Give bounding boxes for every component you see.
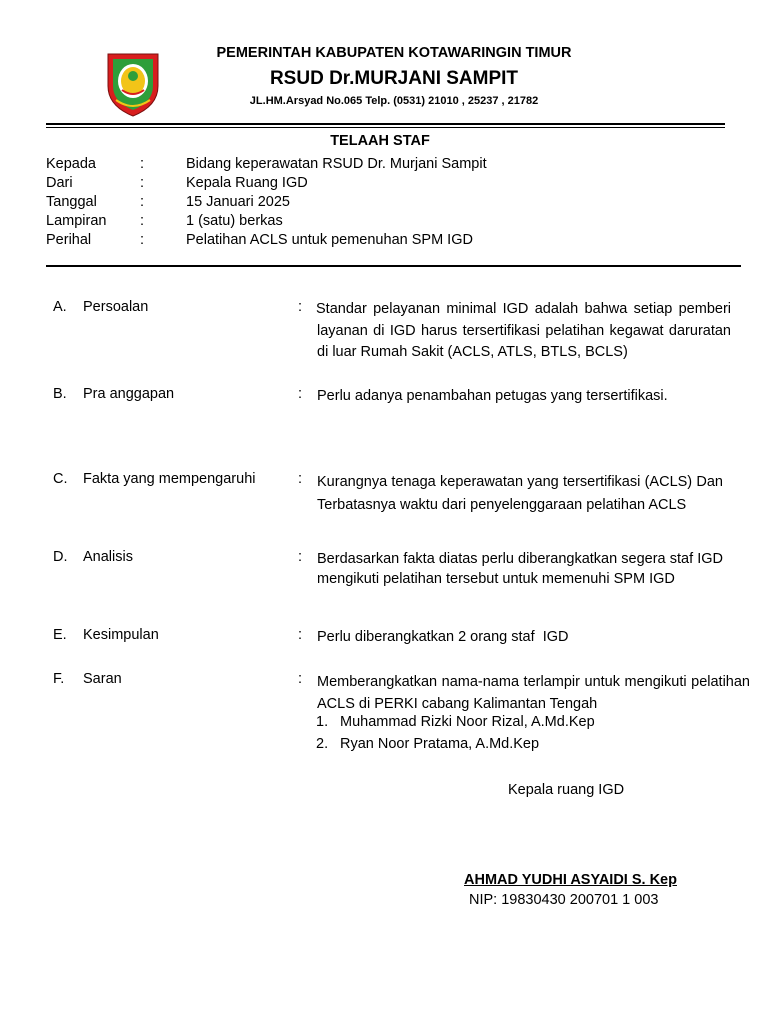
meta-value: Kepala Ruang IGD bbox=[186, 175, 308, 191]
section-label: Analisis bbox=[83, 549, 133, 565]
meta-divider bbox=[46, 265, 741, 267]
section-letter: F. bbox=[53, 671, 65, 687]
signature-nip: NIP: 19830430 200701 1 003 bbox=[469, 892, 659, 908]
meta-label: Lampiran bbox=[46, 213, 107, 229]
section-label: Pra anggapan bbox=[83, 386, 175, 402]
meta-label: Perihal bbox=[46, 232, 92, 248]
meta-value: Bidang keperawatan RSUD Dr. Murjani Sampit bbox=[186, 156, 487, 172]
nominee-name: Muhammad Rizki Noor Rizal, A.Md.Kep bbox=[340, 714, 595, 730]
section-letter: B. bbox=[53, 386, 67, 402]
section-letter: A. bbox=[53, 299, 67, 315]
meta-colon: : bbox=[140, 232, 145, 248]
section-label: Persoalan bbox=[83, 299, 149, 315]
section-text: Memberangkatkan nama-nama terlampir untuk mengikuti pelatihan ACLS di PERKI cabang Kalimantan Tengah bbox=[317, 674, 750, 712]
section-letter: C. bbox=[53, 471, 68, 487]
list-number: 1. bbox=[316, 714, 329, 730]
section-text: Berdasarkan fakta diatas perlu diberangkatkan segera staf IGD mengikuti pelatihan tersebut untuk memenuhi SPM IGD bbox=[317, 551, 723, 587]
letterhead-rule-thick bbox=[46, 123, 725, 125]
section-colon: : bbox=[298, 299, 303, 315]
list-number: 2. bbox=[316, 736, 329, 752]
meta-label: Kepada bbox=[46, 156, 96, 172]
signature-name: AHMAD YUDHI ASYAIDI S. Kep bbox=[464, 872, 677, 888]
meta-value: Pelatihan ACLS untuk pemenuhan SPM IGD bbox=[186, 232, 473, 248]
hospital-address: JL.HM.Arsyad No.065 Telp. (0531) 21010 , 25237 , 21782 bbox=[249, 95, 539, 107]
section-text: Perlu diberangkatkan 2 orang staf IGD bbox=[317, 629, 569, 645]
section-label: Saran bbox=[83, 671, 122, 687]
letterhead-rule-thin bbox=[46, 127, 725, 128]
nominee-name: Ryan Noor Pratama, A.Md.Kep bbox=[340, 736, 540, 752]
section-text: Kurangnya tenaga keperawatan yang tersertifikasi (ACLS) Dan Terbatasnya waktu dari penyelenggaraan pelatihan ACLS bbox=[317, 474, 723, 513]
section-label: Fakta yang mempengaruhi bbox=[83, 471, 256, 487]
section-text: Perlu adanya penambahan petugas yang tersertifikasi. bbox=[317, 388, 668, 404]
section-letter: E. bbox=[53, 627, 67, 643]
section-colon: : bbox=[298, 471, 303, 487]
section-colon: : bbox=[298, 627, 303, 643]
section-label: Kesimpulan bbox=[83, 627, 159, 643]
section-letter: D. bbox=[53, 549, 68, 565]
document-title: TELAAH STAF bbox=[330, 133, 430, 149]
meta-colon: : bbox=[140, 213, 145, 229]
hospital-name: RSUD Dr.MURJANI SAMPIT bbox=[269, 68, 519, 89]
signature-title: Kepala ruang IGD bbox=[508, 782, 625, 798]
section-colon: : bbox=[298, 671, 303, 687]
meta-value: 1 (satu) berkas bbox=[186, 213, 283, 229]
meta-colon: : bbox=[140, 194, 145, 210]
meta-colon: : bbox=[140, 175, 145, 191]
meta-value: 15 Januari 2025 bbox=[186, 194, 290, 210]
section-colon: : bbox=[298, 386, 303, 402]
meta-label: Dari bbox=[46, 175, 73, 191]
section-text: Standar pelayanan minimal IGD adalah bahwa setiap pemberi layanan di IGD harus tersertifikasi pelatihan kegawat daruratan di luar Rumah Sakit (ACLS, ATLS, BTLS, BCLS) bbox=[316, 301, 731, 360]
meta-colon: : bbox=[140, 156, 145, 172]
meta-label: Tanggal bbox=[46, 194, 97, 210]
government-name: PEMERINTAH KABUPATEN KOTAWARINGIN TIMUR bbox=[216, 45, 572, 61]
section-colon: : bbox=[298, 549, 303, 565]
